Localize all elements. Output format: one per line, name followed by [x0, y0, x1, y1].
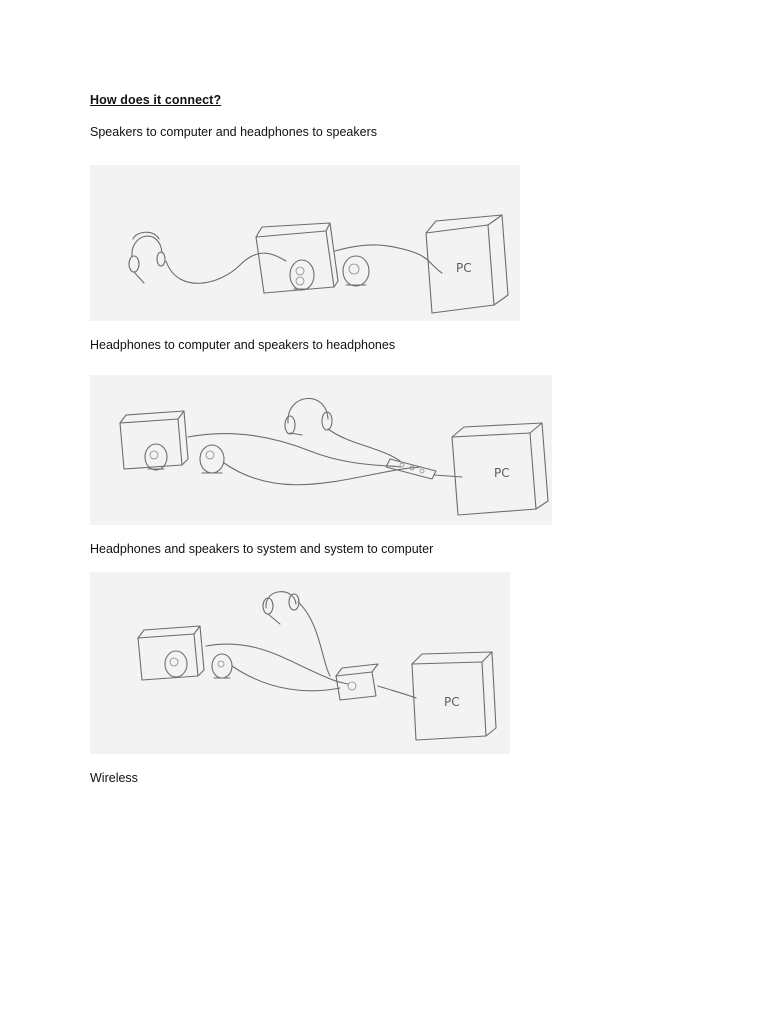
speaker-left-icon — [145, 444, 167, 470]
page-heading: How does it connect? — [90, 93, 222, 107]
pc-label: PC — [494, 466, 510, 480]
speaker-left-icon — [290, 260, 314, 290]
speaker-right-icon — [343, 256, 369, 286]
subwoofer-icon — [256, 223, 338, 293]
caption-headphones-to-computer: Headphones to computer and speakers to headphones — [90, 338, 396, 352]
pc-label: PC — [444, 695, 460, 709]
speaker-right-icon — [212, 654, 232, 678]
subwoofer-icon — [120, 411, 188, 469]
headphones-icon — [285, 398, 332, 435]
caption-system-to-computer: Headphones and speakers to system and system to computer — [90, 542, 434, 556]
speaker-left-icon — [165, 651, 187, 677]
audio-hub-icon — [386, 459, 436, 479]
speaker-right-icon — [200, 445, 224, 473]
caption-speakers-to-computer: Speakers to computer and headphones to speakers — [90, 125, 377, 139]
headphones-icon — [129, 232, 165, 283]
pc-tower-icon — [426, 215, 508, 313]
sketch-system-to-computer — [90, 572, 510, 754]
audio-system-icon — [336, 664, 378, 700]
sketch-speakers-to-computer — [90, 165, 520, 321]
pc-tower-icon — [452, 423, 548, 515]
sketch-headphones-to-computer — [90, 375, 552, 525]
pc-tower-icon — [412, 652, 496, 740]
pc-label: PC — [456, 261, 472, 275]
headphones-icon — [263, 592, 299, 624]
caption-wireless: Wireless — [90, 771, 138, 785]
